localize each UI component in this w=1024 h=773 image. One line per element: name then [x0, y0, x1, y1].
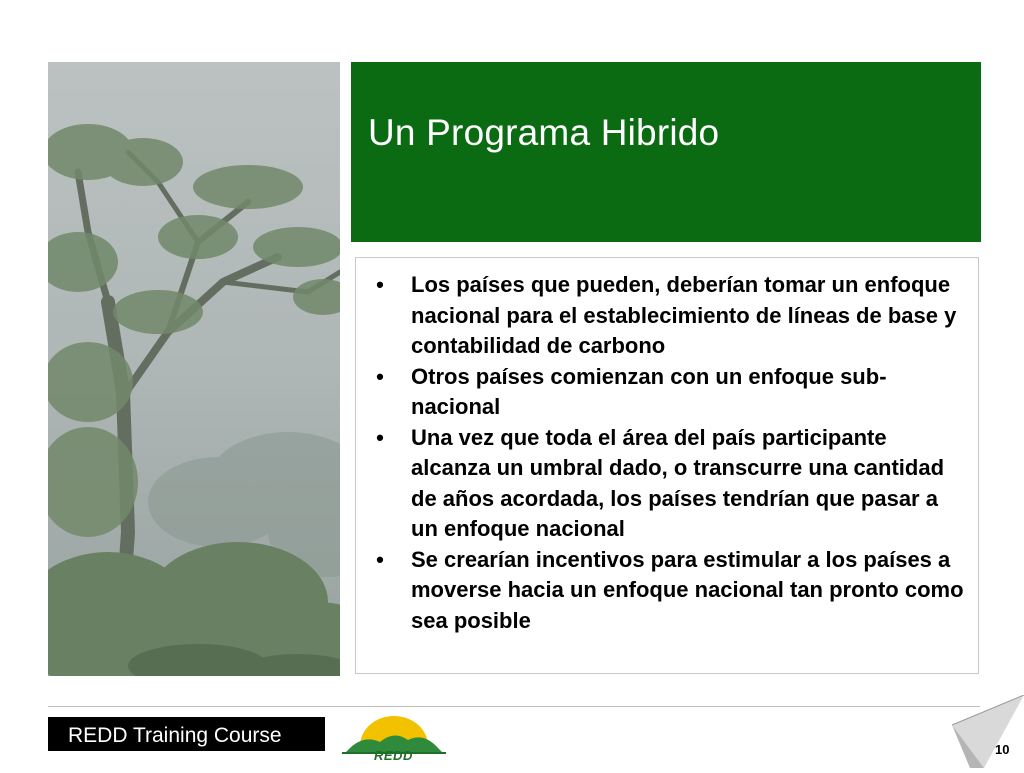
page-curl-icon — [940, 695, 1024, 768]
bullet-marker: • — [376, 272, 384, 297]
course-label: REDD Training Course — [48, 717, 325, 751]
bullet-list — [356, 258, 978, 636]
title-banner — [351, 62, 981, 242]
bullet-marker: • — [376, 424, 384, 450]
logo-text: REDD — [374, 748, 413, 763]
bullet-marker: • — [376, 363, 384, 389]
bullet-item — [370, 545, 966, 637]
redd-logo — [338, 712, 450, 768]
bullet-item — [370, 423, 966, 545]
bullet-text: Otros países comienzan con un enfoque sub-nacional — [411, 363, 887, 419]
footer-divider — [48, 706, 980, 707]
bullet-item — [370, 270, 966, 362]
misty-forest-illustration — [48, 62, 340, 676]
slide-title: Un Programa Hibrido — [368, 112, 720, 153]
bullet-marker: • — [376, 546, 384, 572]
forest-photo — [48, 62, 340, 676]
bullet-text: Se crearían incentivos para estimular a los países a moverse hacia un enfoque nacional tan pronto como sea posible — [411, 546, 964, 633]
bullet-item — [370, 362, 966, 423]
bullet-text: Los países que pueden, deberían tomar un enfoque nacional para el establecimiento de líneas de base y contabilidad de carbono — [411, 272, 957, 358]
bullet-content-box — [355, 257, 979, 674]
bullet-text: Una vez que toda el área del país participante alcanza un umbral dado, o transcurre una cantidad de años acordada, los países tendrían que pasar a un enfoque nacional — [411, 424, 945, 541]
page-number: 10 — [995, 742, 1010, 757]
